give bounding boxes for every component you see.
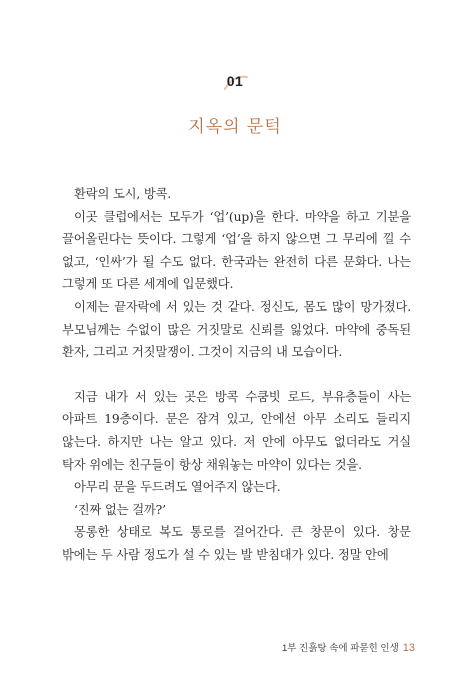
paragraph: 아무리 문을 두드려도 열어주지 않는다.	[74, 480, 281, 495]
paragraph: 이제는 끝자락에 서 있는 것 같다. 정신도, 몸도 많이 망가졌다. 부모님께는 수없이 많은 거짓말로 신뢰를 잃었다. 마약에 중독된 환자, 그리고 거짓말쟁이. 그것이 지금의 내 모습이다.	[62, 299, 411, 360]
paragraph: 지금 내가 서 있는 곳은 방콕 수쿰빗 로드, 부유층들이 사는 아파트 19층이다. 문은 잠겨 있고, 안에선 아무 소리도 들리지 않는다. 하지만 나는 알고 있다. 저 안에 아무도 없더라도 거실 탁자 위에는 친구들이 항상 채워놓는 마약이 있다는 것을.	[62, 389, 411, 472]
paragraph: 이곳 클럽에서는 모두가 ‘업’(up)을 한다. 마약을 하고 기분을 끌어올린다는 뜻이다. 그렇게 ‘업’을 하지 않으면 그 무리에 낄 수 없고, ‘인싸’가 될 수도 없다. 한국과는 완전히 다른 문화다. 나는 그렇게 또 다른 세계에 입문했다.	[62, 209, 411, 292]
paragraph: 몽롱한 상태로 복도 통로를 걸어간다. 큰 창문이 있다. 창문 밖에는 두 사람 정도가 설 수 있는 발 받침대가 있다. 정말 안에	[62, 525, 411, 562]
running-title: 1부 진흙탕 속에 파묻힌 인생	[281, 643, 399, 654]
paragraph: 환락의 도시, 방콕.	[74, 187, 172, 201]
page-footer	[282, 640, 415, 654]
paragraph: ‘진짜 없는 걸까?’	[74, 502, 166, 517]
body-text	[62, 183, 411, 567]
page-number: 13	[402, 642, 415, 654]
chapter-title: 지옥의 문턱	[188, 117, 282, 137]
chapter-number: 01	[226, 73, 244, 89]
